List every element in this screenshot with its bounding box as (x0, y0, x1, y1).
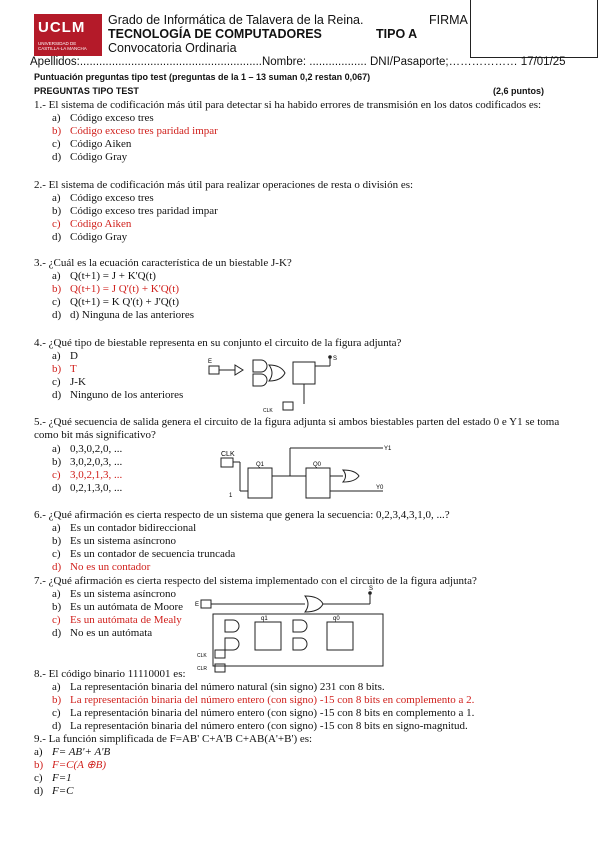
question-1-options (52, 112, 218, 164)
option-1c[interactable]: c) Código Aiken (52, 138, 132, 150)
option-6b[interactable]: b) Es un sistema asíncrono (52, 535, 177, 547)
option-3a[interactable]: a) Q(t+1) = J + K'Q(t) (52, 270, 156, 282)
question-1: 1.- El sistema de codificación más útil para detectar si ha habido errores de transmisión en los datos codificados es: (34, 99, 542, 111)
input-e-label: E (208, 359, 213, 365)
clear-label: CLR (197, 666, 208, 672)
subject-title: TECNOLOGÍA DE COMPUTADORES (108, 27, 322, 41)
option-4c[interactable]: c) J-K (52, 376, 86, 388)
option-2b[interactable]: b) Código exceso tres paridad impar (52, 205, 218, 217)
section-title: PREGUNTAS TIPO TEST (34, 86, 139, 96)
question-2-options (52, 192, 218, 244)
clock-label: CLK (221, 451, 235, 458)
or-gate (269, 365, 285, 381)
flipflop-q0 (327, 622, 353, 650)
flipflop-q1 (255, 622, 281, 650)
ff0-label: Q0 (313, 462, 322, 468)
logo-text: UCLM (38, 19, 86, 36)
option-2d[interactable]: d) Código Gray (52, 231, 128, 243)
question-9: 9.- La función simplificada de F=AB' C+A'B C+AB(A'+B') es: (34, 733, 313, 745)
exam-type: TIPO A (376, 27, 418, 41)
ff0-label: q0 (333, 616, 340, 622)
school-name: Grado de Informática de Talavera de la Reina. (108, 13, 364, 27)
and-gate-3 (293, 620, 307, 632)
option-5b[interactable]: b) 3,0,2,0,3, ... (52, 456, 123, 468)
logo-subtext: UNIVERSIDAD DE CASTILLA-LA MANCHA (38, 41, 87, 51)
input-e-box (201, 600, 211, 608)
question-5: 5.- ¿Qué secuencia de salida genera el circuito de la figura adjunta si ambos biestables parten del estado 0 e Y1 se toma como bit más significativo? (34, 416, 560, 441)
flipflop-q0 (306, 468, 330, 498)
question-6: 6.- ¿Qué afirmación es cierta respecto de un sistema que genera la secuencia: 0,2,3,4,3,1,0, ...? (34, 509, 450, 521)
option-5d[interactable]: d) 0,2,1,3,0, ... (52, 482, 123, 494)
circuit-frame (213, 614, 383, 666)
section-points: (2,6 puntos) (493, 86, 544, 96)
question-8-options (52, 681, 474, 733)
question-9-options (34, 746, 110, 798)
option-7d[interactable]: d) No es un autómata (52, 627, 153, 639)
question-2: 2.- El sistema de codificación más útil para realizar operaciones de resta o división es: (34, 179, 414, 191)
ff1-label: q1 (261, 616, 268, 622)
question-6-options (52, 522, 235, 574)
option-3d[interactable]: d) d) Ninguna de las anteriores (52, 309, 195, 321)
constant-one-label: 1 (229, 493, 233, 499)
option-6c[interactable]: c) Es un contador de secuencia truncada (52, 548, 236, 560)
output-or-gate (305, 596, 323, 612)
option-3b[interactable]: b) Q(t+1) = J Q'(t) + K'Q(t) (52, 283, 180, 295)
option-8b[interactable]: b) La representación binaria del número entero (con signo) -15 con 8 bits en complemento a 2. (52, 694, 475, 706)
figure-q4-circuit (205, 352, 355, 414)
signature-box[interactable] (470, 0, 598, 58)
option-7b[interactable]: b) Es un autómata de Moore (52, 601, 184, 613)
not-gate (235, 365, 243, 375)
option-7a[interactable]: a) Es un sistema asíncrono (52, 588, 177, 600)
option-9b[interactable]: b) F=C(A ⊕B) (34, 759, 107, 771)
option-1a[interactable]: a) Código exceso tres (52, 112, 154, 124)
option-9c[interactable]: c) F=1 (34, 772, 72, 784)
question-8: 8.- El código binario 11110001 es: (34, 668, 186, 680)
question-5-options (52, 443, 122, 495)
output-s-label: S (333, 356, 338, 362)
option-6a[interactable]: a) Es un contador bidireccional (52, 522, 197, 534)
student-fields[interactable]: Apellidos:.........................................................Nombre: .................. DNI/Pasaporte;……………… 17/01/25 (30, 56, 566, 68)
ff1-label: Q1 (256, 462, 265, 468)
question-4: 4.- ¿Qué tipo de biestable representa en su conjunto el circuito de la figura adjunta? (34, 337, 402, 349)
and-gate-1 (225, 620, 239, 632)
flipflop (293, 362, 315, 384)
scoring-note: Puntuación preguntas tipo test (preguntas de la 1 – 13 suman 0,2 restan 0,067) (34, 72, 371, 82)
question-3-options (52, 270, 194, 322)
clock-box (283, 402, 293, 410)
clock-box (215, 650, 225, 658)
option-5c[interactable]: c) 3,0,2,1,3, ... (52, 469, 123, 481)
output-s-label: S (369, 586, 374, 592)
option-2c[interactable]: c) Código Aiken (52, 218, 132, 230)
option-4a[interactable]: a) D (52, 350, 78, 362)
question-7: 7.- ¿Qué afirmación es cierta respecto del sistema implementado con el circuito de la figura adjunta? (34, 575, 477, 587)
option-8a[interactable]: a) La representación binaria del número natural (sin signo) 231 con 8 bits. (52, 681, 385, 693)
option-4d[interactable]: d) Ninguno de los anteriores (52, 389, 184, 401)
option-6d[interactable]: d) No es un contador (52, 561, 151, 573)
figure-q5-circuit (218, 446, 393, 504)
clock-label: CLK (197, 653, 207, 659)
question-7-options (52, 588, 183, 640)
option-8d[interactable]: d) La representación binaria del número entero (con signo) -15 con 8 bits en signo-magnitud. (52, 720, 468, 732)
clock-label: CLK (263, 408, 273, 414)
question-4-options (52, 350, 183, 402)
option-1b[interactable]: b) Código exceso tres paridad impar (52, 125, 218, 137)
option-3c[interactable]: c) Q(t+1) = K Q'(t) + J'Q(t) (52, 296, 180, 308)
option-2a[interactable]: a) Código exceso tres (52, 192, 154, 204)
option-5a[interactable]: a) 0,3,0,2,0, ... (52, 443, 123, 455)
option-9a[interactable]: a) F= AB'+ A'B (34, 746, 111, 758)
uclm-logo (34, 14, 102, 56)
exam-call: Convocatoria Ordinaria (108, 41, 237, 55)
and-gate-4 (293, 638, 307, 650)
input-e-box (209, 366, 219, 374)
option-4b[interactable]: b) T (52, 363, 77, 375)
and-gate-2 (225, 638, 239, 650)
xor-gate (343, 470, 359, 482)
firma-label: FIRMA (429, 13, 468, 27)
clock-box (221, 458, 233, 467)
figure-q7-circuit (195, 584, 385, 680)
flipflop-q1 (248, 468, 272, 498)
output-y0-label: Y0 (376, 485, 384, 491)
and-gate-top (253, 360, 267, 372)
option-9d[interactable]: d) F=C (34, 785, 74, 797)
output-y1-label: Y1 (384, 446, 392, 452)
option-7c[interactable]: c) Es un autómata de Mealy (52, 614, 182, 626)
option-1d[interactable]: d) Código Gray (52, 151, 128, 163)
input-e-label: E (195, 602, 200, 608)
and-gate-bottom (253, 374, 267, 386)
option-8c[interactable]: c) La representación binaria del número entero (con signo) -15 con 8 bits en complemento a 1. (52, 707, 475, 719)
question-3: 3.- ¿Cuál es la ecuación característica de un biestable J-K? (34, 257, 292, 269)
